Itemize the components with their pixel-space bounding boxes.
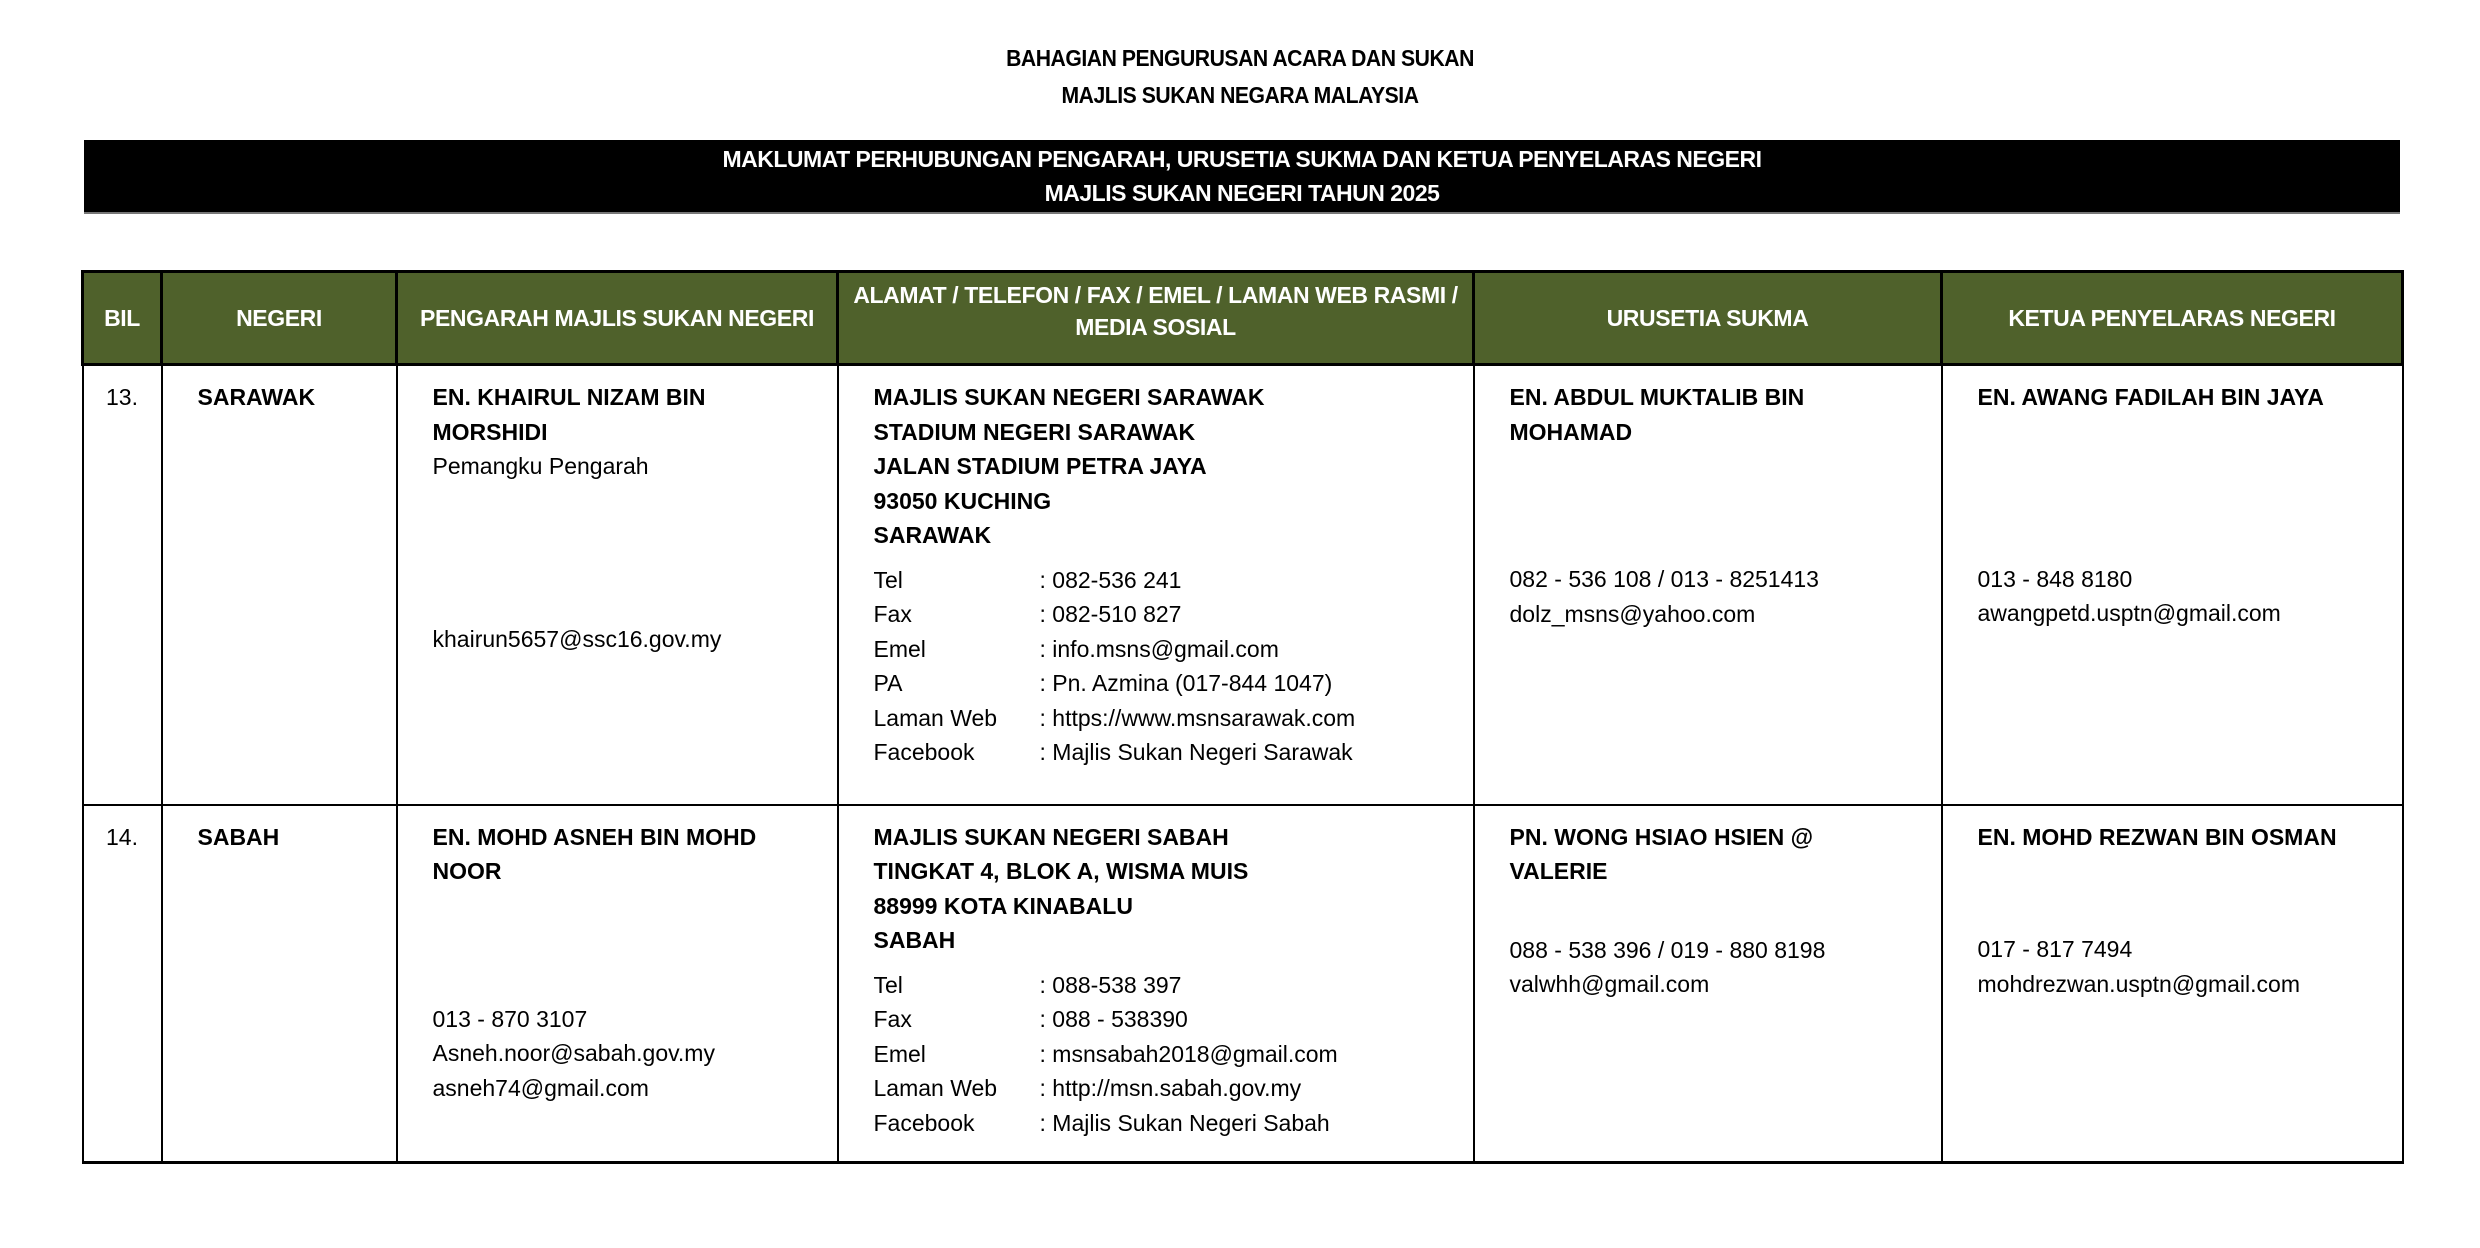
secretariat-cell — [1474, 365, 1942, 805]
state-name: SARAWAK — [162, 365, 397, 805]
director-title: Pemangku Pengarah — [432, 453, 649, 479]
detail-label: Laman Web — [873, 704, 998, 731]
detail-tel — [874, 563, 1453, 598]
detail-value: : Majlis Sukan Negeri Sarawak — [1039, 739, 1353, 765]
secretariat-name: EN. ABDUL MUKTALIB BIN — [1509, 384, 1805, 410]
detail-label: Emel — [873, 635, 926, 662]
column-header-bil: BIL — [83, 272, 162, 365]
title-banner — [84, 140, 2400, 214]
director-email[interactable]: khairun5657@ssc16.gov.my — [432, 625, 722, 652]
column-header-negeri: NEGERI — [162, 272, 397, 365]
detail-label: Fax — [873, 1006, 912, 1032]
detail-value: : Majlis Sukan Negeri Sabah — [1039, 1109, 1330, 1136]
detail-value: : 088-538 397 — [1039, 971, 1182, 998]
detail-fax — [874, 1002, 1453, 1037]
detail-value[interactable]: : info.msns@gmail.com — [1039, 635, 1279, 662]
document-heading-organization: MAJLIS SUKAN NEGARA MALAYSIA — [1061, 82, 1419, 108]
director-cell — [397, 365, 838, 805]
banner-subtitle: MAJLIS SUKAN NEGERI TAHUN 2025 — [1044, 180, 1440, 206]
row-number: 14. — [83, 805, 162, 1163]
address-line: JALAN STADIUM PETRA JAYA — [873, 453, 1207, 479]
detail-label: Facebook — [873, 1109, 975, 1136]
secretariat-name: PN. WONG HSIAO HSIEN @ — [1509, 823, 1814, 850]
secretariat-email[interactable]: dolz_msns@yahoo.com — [1509, 600, 1756, 627]
secretariat-email[interactable]: valwhh@gmail.com — [1509, 971, 1710, 997]
detail-value[interactable]: : http://msn.sabah.gov.my — [1039, 1075, 1302, 1101]
detail-value: : 088 - 538390 — [1039, 1006, 1188, 1032]
detail-label: Tel — [873, 971, 903, 998]
address-cell — [838, 805, 1474, 1163]
row-number: 13. — [83, 365, 162, 805]
column-header-alamat: ALAMAT / TELEFON / FAX / EMEL / LAMAN WEB RASMI / MEDIA SOSIAL — [838, 272, 1474, 365]
coordinator-email[interactable]: awangpetd.usptn@gmail.com — [1977, 600, 2281, 626]
state-name: SABAH — [162, 805, 397, 1163]
address-line: MAJLIS SUKAN NEGERI SARAWAK — [873, 384, 1265, 410]
detail-facebook — [874, 735, 1453, 770]
coordinator-email[interactable]: mohdrezwan.usptn@gmail.com — [1977, 970, 2300, 997]
address-line: 88999 KOTA KINABALU — [873, 892, 1133, 919]
detail-label: Fax — [873, 601, 912, 627]
director-email[interactable]: Asneh.noor@sabah.gov.my — [432, 1040, 715, 1066]
coordinator-phone: 017 - 817 7494 — [1977, 936, 2133, 962]
detail-pa — [874, 666, 1453, 701]
address-line: SABAH — [873, 927, 956, 953]
detail-label: Tel — [873, 566, 903, 593]
address-cell — [838, 365, 1474, 805]
detail-emel — [874, 632, 1453, 667]
address-line: 93050 KUCHING — [873, 487, 1052, 514]
coordinator-name: EN. MOHD REZWAN BIN OSMAN — [1977, 823, 2337, 850]
director-name: EN. MOHD ASNEH BIN MOHD NOOR — [432, 823, 757, 884]
address-line: MAJLIS SUKAN NEGERI SABAH — [873, 823, 1229, 850]
document-heading-division: BAHAGIAN PENGURUSAN ACARA DAN SUKAN — [1006, 45, 1474, 71]
address-line: STADIUM NEGERI SARAWAK — [873, 418, 1196, 445]
column-header-ketua: KETUA PENYELARAS NEGERI — [1942, 272, 2403, 365]
address-line: SARAWAK — [873, 522, 992, 548]
detail-value[interactable]: : msnsabah2018@gmail.com — [1039, 1040, 1338, 1067]
detail-label: Laman Web — [873, 1075, 998, 1101]
secretariat-name: MOHAMAD — [1509, 418, 1633, 445]
secretariat-cell — [1474, 805, 1942, 1163]
detail-website — [874, 701, 1453, 736]
director-name: EN. KHAIRUL NIZAM BIN MORSHIDI — [432, 384, 706, 445]
detail-label: Facebook — [873, 739, 975, 765]
coordinator-cell — [1942, 805, 2403, 1163]
secretariat-name: VALERIE — [1509, 858, 1608, 884]
director-cell — [397, 805, 838, 1163]
detail-label: Emel — [873, 1040, 926, 1067]
coordinator-name: EN. AWANG FADILAH BIN JAYA — [1977, 384, 2324, 410]
table-row — [83, 805, 2403, 1163]
table-row — [83, 365, 2403, 805]
secretariat-phone: 082 - 536 108 / 013 - 8251413 — [1509, 566, 1819, 592]
detail-label: PA — [873, 670, 903, 696]
detail-value: : 082-536 241 — [1039, 566, 1182, 593]
detail-emel — [874, 1037, 1453, 1072]
detail-value: : Pn. Azmina (017-844 1047) — [1039, 670, 1333, 696]
detail-value: : 082-510 827 — [1039, 601, 1182, 627]
coordinator-phone: 013 - 848 8180 — [1977, 565, 2133, 592]
column-header-pengarah: PENGARAH MAJLIS SUKAN NEGERI — [397, 272, 838, 365]
column-header-urusetia: URUSETIA SUKMA — [1474, 272, 1942, 365]
secretariat-phone: 088 - 538 396 / 019 - 880 8198 — [1509, 936, 1826, 963]
contact-table — [81, 270, 2404, 1164]
detail-facebook — [874, 1106, 1453, 1141]
coordinator-cell — [1942, 365, 2403, 805]
table-header-row — [83, 272, 2403, 365]
director-phone: 013 - 870 3107 — [432, 1005, 588, 1032]
banner-title: MAKLUMAT PERHUBUNGAN PENGARAH, URUSETIA SUKMA DAN KETUA PENYELARAS NEGERI — [722, 146, 1762, 172]
detail-tel — [874, 968, 1453, 1003]
detail-value[interactable]: : https://www.msnsarawak.com — [1039, 704, 1356, 731]
detail-website — [874, 1071, 1453, 1106]
detail-fax — [874, 597, 1453, 632]
address-line: TINGKAT 4, BLOK A, WISMA MUIS — [873, 858, 1249, 884]
director-email[interactable]: asneh74@gmail.com — [432, 1074, 649, 1101]
